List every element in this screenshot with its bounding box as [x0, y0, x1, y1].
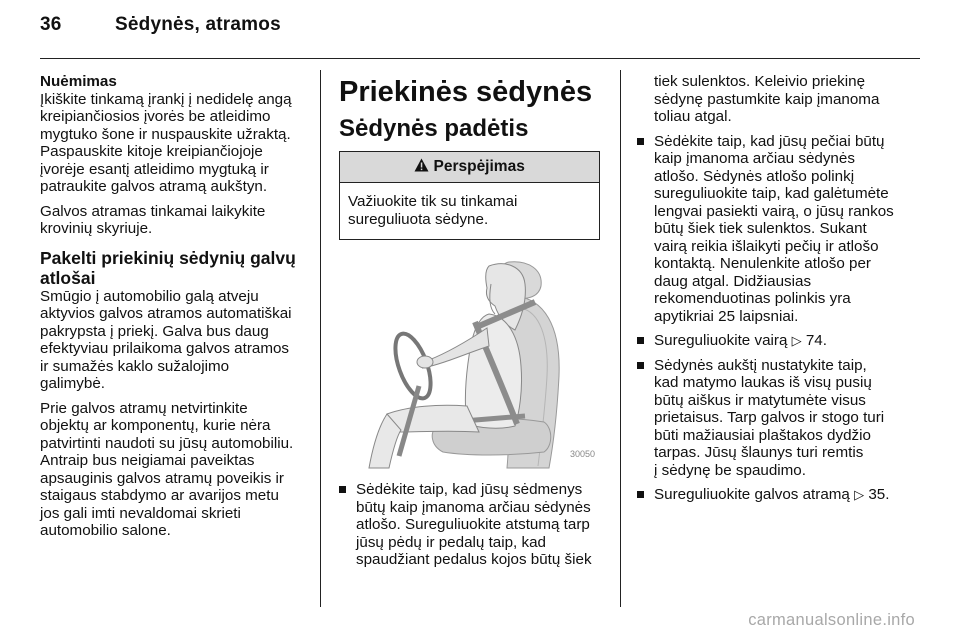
text-line: vairą reikia išlaikyti pečių ir atlošo	[654, 237, 879, 255]
bullet-marker	[637, 491, 644, 498]
text-line: kaip įmanoma arčiau sėdynės	[654, 150, 855, 167]
page-reference[interactable]: 74.	[805, 332, 827, 349]
text-line: ir sumažės kaklo sužalojimo	[40, 357, 230, 375]
continued-paragraph	[637, 73, 920, 126]
text-line: lengvai pasiekti vairą, o jūsų rankos	[654, 202, 894, 220]
text-line: sureguliuokite taip, kad galėtumėte	[654, 185, 889, 202]
bullet-marker	[637, 337, 644, 344]
chapter-title: Sėdynės, atramos	[115, 14, 281, 35]
text-line: Sėdėkite taip, kad jūsų pečiai būtų	[654, 132, 885, 150]
text-line: būtų kaip įmanoma arčiau sėdynės	[356, 498, 591, 516]
bullet-text: Sureguliuokite vairą	[654, 332, 788, 349]
heading-line: Pakelti priekinių sėdynių galvų	[40, 247, 296, 268]
middle-column	[339, 75, 604, 576]
text-line: jūsų pėdų ir pedalų taip, kad	[356, 533, 546, 551]
bullet-head-restraint	[637, 486, 920, 504]
text-line: prietaisus. Tarp galvos ir stogo turi	[654, 409, 885, 426]
right-column	[637, 73, 920, 511]
caution-paragraph	[40, 400, 315, 540]
carry-paragraph	[40, 203, 315, 238]
text-line: būtų aiškus ir matytumėte visus	[654, 391, 866, 409]
bullet-backrest	[637, 133, 920, 326]
text-line: objektų ar komponentų, kurie nėra	[40, 417, 271, 434]
warning-title: Perspėjimas	[433, 158, 525, 175]
text-line: automobilio salone.	[40, 522, 171, 539]
bullet-marker	[637, 362, 644, 369]
removal-heading: Nuėmimas	[40, 73, 117, 90]
text-line: sureguliuota sėdyne.	[348, 210, 489, 228]
watermark: carmanualsonline.info	[748, 611, 915, 629]
removal-section	[40, 73, 315, 196]
text-line: atlošo. Sureguliuokite atstumą tarp	[356, 516, 590, 533]
text-line: Antraip bus neigiamai paveiktas	[40, 452, 255, 469]
text-line: Įkiškite tinkamą įrankį į nedidelę angą	[40, 90, 292, 108]
text-line: pakrypsta į priekį. Galva bus daug	[40, 322, 269, 340]
active-headrest-paragraph	[40, 288, 315, 393]
left-column	[40, 73, 315, 547]
warning-header	[340, 152, 599, 183]
section-title: Priekinės sėdynės	[339, 76, 593, 108]
text-line: staigaus stabdymo ar avarijos metu	[40, 487, 279, 504]
text-line: apsauginis galvos atramų poveikis ir	[40, 469, 284, 487]
text-line: aktyvios galvos atramos automatiškai	[40, 305, 292, 322]
bullet-steering-wheel	[637, 332, 920, 350]
subsection-title: Sėdynės padėtis	[339, 115, 529, 142]
text-line: kad matymo laukas iš visų pusių	[654, 374, 872, 391]
column-divider-right	[620, 70, 621, 607]
page-reference[interactable]: 35.	[868, 486, 890, 503]
text-line: daug atgal. Didžiausias	[654, 272, 812, 290]
text-line: krovinių skyriuje.	[40, 220, 153, 237]
column-divider-left	[320, 70, 321, 607]
driver-seated-drawing	[339, 256, 601, 469]
text-line: patvirtinti naudoti su jūsų automobiliu.	[40, 434, 294, 452]
warning-box	[339, 151, 600, 240]
bullet-sitting-distance	[339, 481, 604, 569]
text-line: apytikriai 25 laipsniai.	[654, 307, 799, 325]
page-number: 36	[40, 14, 62, 35]
warning-body	[340, 183, 599, 239]
text-line: toliau atgal.	[654, 108, 732, 125]
text-line: Smūgio į automobilio galą atveju	[40, 287, 259, 305]
text-line: Prie galvos atramų netvirtinkite	[40, 399, 248, 417]
heading-line: atlošai	[40, 267, 96, 288]
text-line: įvorėje esantį atleidimo mygtuką ir	[40, 160, 269, 178]
text-line: efektyviau prilaikoma galvos atramos	[40, 340, 290, 357]
text-line: mygtuko šone ir nuspauskite užraktą.	[40, 125, 291, 143]
text-line: sėdynę pastumkite kaip įmanoma	[654, 90, 880, 108]
text-line: Sėdėkite taip, kad jūsų sėdmenys	[356, 481, 583, 498]
text-line: patraukite galvos atramą aukštyn.	[40, 178, 268, 195]
active-headrest-heading	[40, 248, 315, 288]
text-line: atlošo. Sėdynės atlošo polinkį	[654, 167, 855, 185]
text-line: rekomenduotinas polinkis yra	[654, 290, 851, 307]
bullet-marker	[637, 138, 644, 145]
page-reference-arrow-icon[interactable]: ▷	[854, 487, 865, 502]
warning-triangle-icon	[414, 158, 433, 175]
text-line: Paspauskite kitoje kreipiančiojoje	[40, 143, 263, 160]
bullet-seat-height	[637, 357, 920, 480]
text-line: spaudžiant pedalus kojos būtų šiek	[356, 551, 592, 568]
text-line: Galvos atramas tinkamai laikykite	[40, 202, 266, 220]
text-line: kontaktą. Nenulenkite atlošo per	[654, 255, 871, 272]
text-line: į sėdynę be spaudimo.	[654, 461, 806, 479]
text-line: galimybė.	[40, 375, 105, 392]
text-line: būtų šiek tiek sulenktos. Sukant	[654, 220, 867, 237]
illustration-code: 30050	[569, 448, 595, 459]
seat-position-illustration	[339, 256, 601, 469]
text-line: Važiuokite tik su tinkamai	[348, 193, 518, 210]
text-line: kreipiančiosios įvorės be atleidimo	[40, 108, 271, 125]
removal-paragraph	[40, 91, 315, 196]
text-line	[654, 332, 920, 350]
text-line	[654, 486, 920, 504]
text-line: jos gali imti nevaldomai skrieti	[40, 504, 241, 522]
text-line: tarpas. Jūsų šlaunys turi remtis	[654, 444, 864, 461]
text-line: tiek sulenktos. Keleivio priekinę	[654, 73, 866, 90]
text-line: Sėdynės aukštį nustatykite taip,	[654, 356, 867, 374]
bullet-marker	[339, 486, 346, 493]
header-rule	[40, 58, 920, 59]
text-line: būti mažiausiai plaštakos dydžio	[654, 426, 871, 444]
bullet-text: Sureguliuokite galvos atramą	[654, 486, 850, 503]
page-reference-arrow-icon[interactable]: ▷	[791, 333, 802, 348]
